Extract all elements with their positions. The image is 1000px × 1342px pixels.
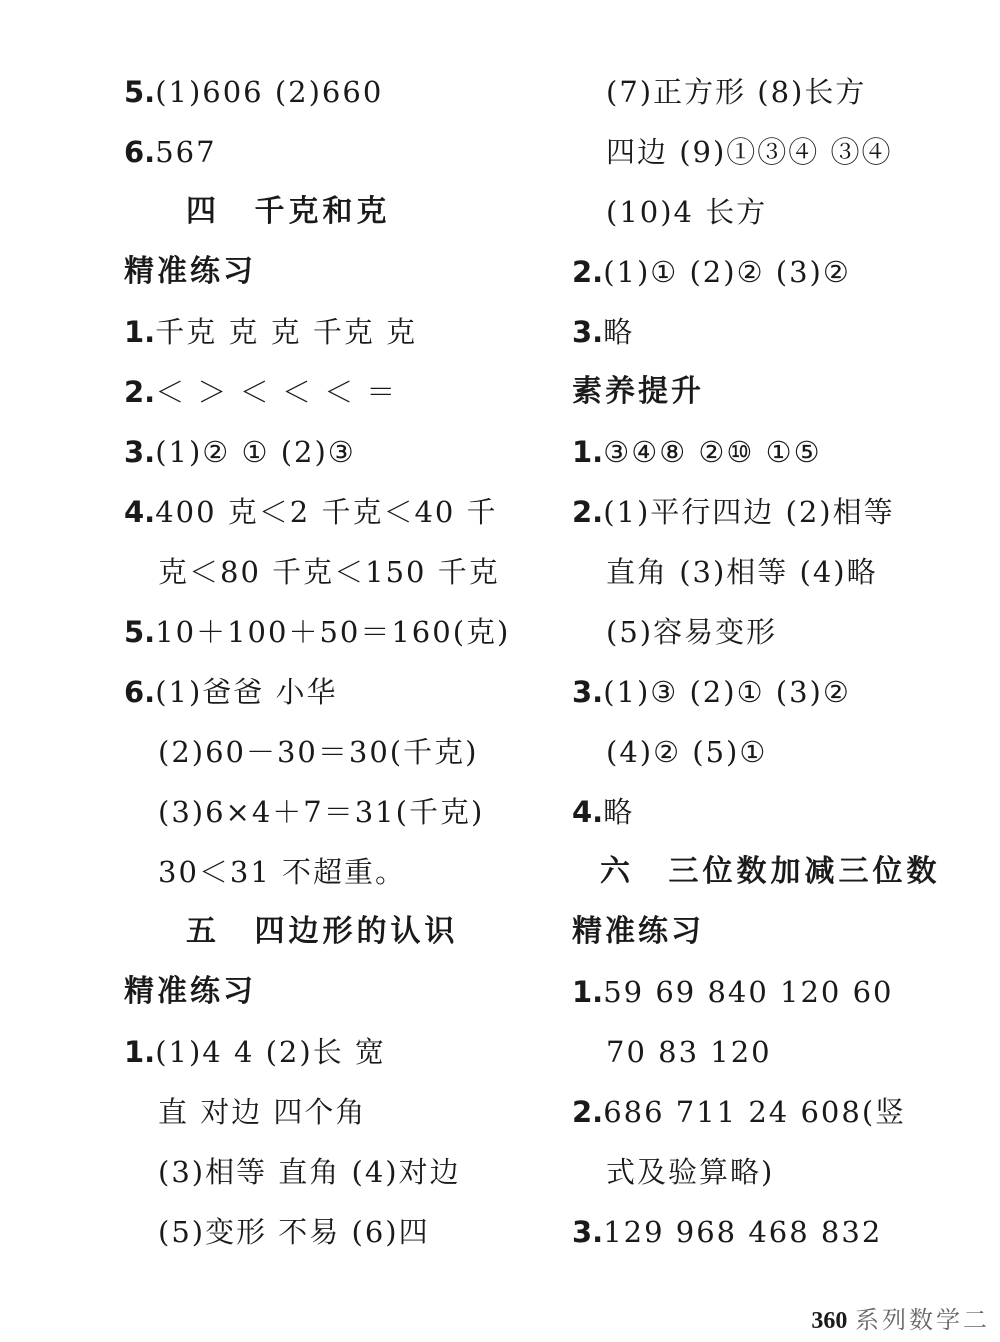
item-text: 千克 克 克 千克 克 (155, 315, 418, 349)
item-text: (1)② ① (2)③ (155, 435, 356, 469)
answer-line (124, 312, 417, 352)
item-number: 2. (572, 1095, 604, 1129)
answer-line (572, 252, 851, 292)
answer-line (572, 492, 895, 532)
item-text: (2)60－30＝30(千克) (158, 735, 479, 769)
subsection-heading (572, 912, 704, 952)
item-number: 3. (572, 315, 604, 349)
item-text: 400 克＜2 千克＜40 千 (155, 495, 498, 529)
item-number: 5. (124, 75, 156, 109)
item-text: (1)平行四边 (2)相等 (603, 495, 895, 529)
page-number: 360 (811, 1308, 848, 1334)
item-text: ＜ ＞ ＜ ＜ ＜ ＝ (155, 375, 398, 409)
answer-line (572, 972, 893, 1012)
answer-line (124, 132, 217, 172)
section-title (600, 852, 940, 892)
item-text: (10)4 长方 (606, 195, 768, 229)
item-text: (3)6×4＋7＝31(千克) (158, 795, 485, 829)
answer-line (124, 1032, 386, 1072)
item-text: (1)③ (2)① (3)② (603, 675, 851, 709)
item-number: 5. (124, 615, 156, 649)
answer-line (158, 1152, 461, 1192)
item-text: 五 四边形的认识 (186, 914, 459, 949)
answer-line (124, 672, 338, 712)
item-text: 直角 (3)相等 (4)略 (606, 555, 878, 589)
answer-line (606, 552, 878, 592)
answer-line (606, 192, 767, 232)
answer-line (158, 1092, 366, 1132)
answer-line (572, 1212, 882, 1252)
subsection-heading (572, 372, 704, 412)
item-text: 四 千克和克 (186, 194, 391, 229)
answer-line (158, 552, 500, 592)
item-number: 3. (124, 435, 156, 469)
item-number: 6. (124, 675, 156, 709)
answer-line (606, 1032, 772, 1072)
item-text: 10＋100＋50＝160(克) (155, 615, 511, 649)
item-number: 1. (572, 975, 604, 1009)
item-text: 式及验算略) (606, 1155, 775, 1189)
answer-line (124, 612, 510, 652)
item-number: 2. (572, 495, 604, 529)
item-text: 129 968 468 832 (603, 1215, 883, 1249)
item-number: 1. (572, 435, 604, 469)
answer-line (158, 732, 478, 772)
item-text: 克＜80 千克＜150 千克 (158, 555, 500, 589)
item-text: (5)变形 不易 (6)四 (158, 1215, 430, 1249)
item-text: 略 (603, 315, 635, 349)
item-text: (1)爸爸 小华 (155, 675, 338, 709)
item-text: (3)相等 直角 (4)对边 (158, 1155, 461, 1189)
answer-line (606, 612, 777, 652)
answer-line (572, 1092, 906, 1132)
answer-line (606, 72, 866, 112)
item-text: 精准练习 (572, 914, 704, 949)
item-text: 567 (155, 135, 217, 169)
item-number: 3. (572, 1215, 604, 1249)
answer-line (572, 792, 634, 832)
item-number: 1. (124, 315, 156, 349)
item-number: 1. (124, 1035, 156, 1069)
answer-line (124, 432, 356, 472)
item-text: (4)② (5)① (606, 735, 768, 769)
answer-line (158, 792, 484, 832)
item-text: 精准练习 (124, 974, 256, 1009)
item-text: 素养提升 (572, 374, 704, 409)
answer-line (606, 1152, 774, 1192)
item-text: 四边 (9)①③④ ③④ (606, 135, 893, 169)
item-text: (1)4 4 (2)长 宽 (155, 1035, 386, 1069)
answer-line (572, 432, 822, 472)
item-text: (1)① (2)② (3)② (603, 255, 851, 289)
item-text: 略 (603, 795, 635, 829)
section-title (186, 912, 458, 952)
item-text: 59 69 840 120 60 (603, 975, 894, 1009)
item-number: 3. (572, 675, 604, 709)
subsection-heading (124, 252, 256, 292)
item-text: ③④⑧ ②⑩ ①⑤ (603, 435, 822, 469)
series-label: 系列数学二 (855, 1306, 990, 1334)
answer-line (572, 312, 634, 352)
item-text: 精准练习 (124, 254, 256, 289)
answer-line (124, 72, 383, 112)
answer-line (572, 672, 851, 712)
item-number: 4. (572, 795, 604, 829)
answer-line (606, 732, 767, 772)
item-number: 2. (572, 255, 604, 289)
answer-line (606, 132, 893, 172)
subsection-heading (124, 972, 256, 1012)
page-footer (811, 1300, 990, 1335)
item-number: 6. (124, 135, 156, 169)
item-text: 直 对边 四个角 (158, 1095, 367, 1129)
item-text: 70 83 120 (606, 1035, 772, 1069)
item-number: 2. (124, 375, 156, 409)
item-text: 30＜31 不超重。 (158, 855, 407, 889)
answer-line (158, 852, 406, 892)
item-text: 686 711 24 608(竖 (603, 1095, 907, 1129)
item-text: (5)容易变形 (606, 615, 778, 649)
section-title (186, 192, 390, 232)
item-number: 4. (124, 495, 156, 529)
answer-line (124, 372, 397, 412)
item-text: (1)606 (2)660 (155, 75, 384, 109)
item-text: (7)正方形 (8)长方 (606, 75, 867, 109)
answer-line (158, 1212, 430, 1252)
answer-line (124, 492, 498, 532)
item-text: 六 三位数加减三位数 (600, 854, 941, 889)
